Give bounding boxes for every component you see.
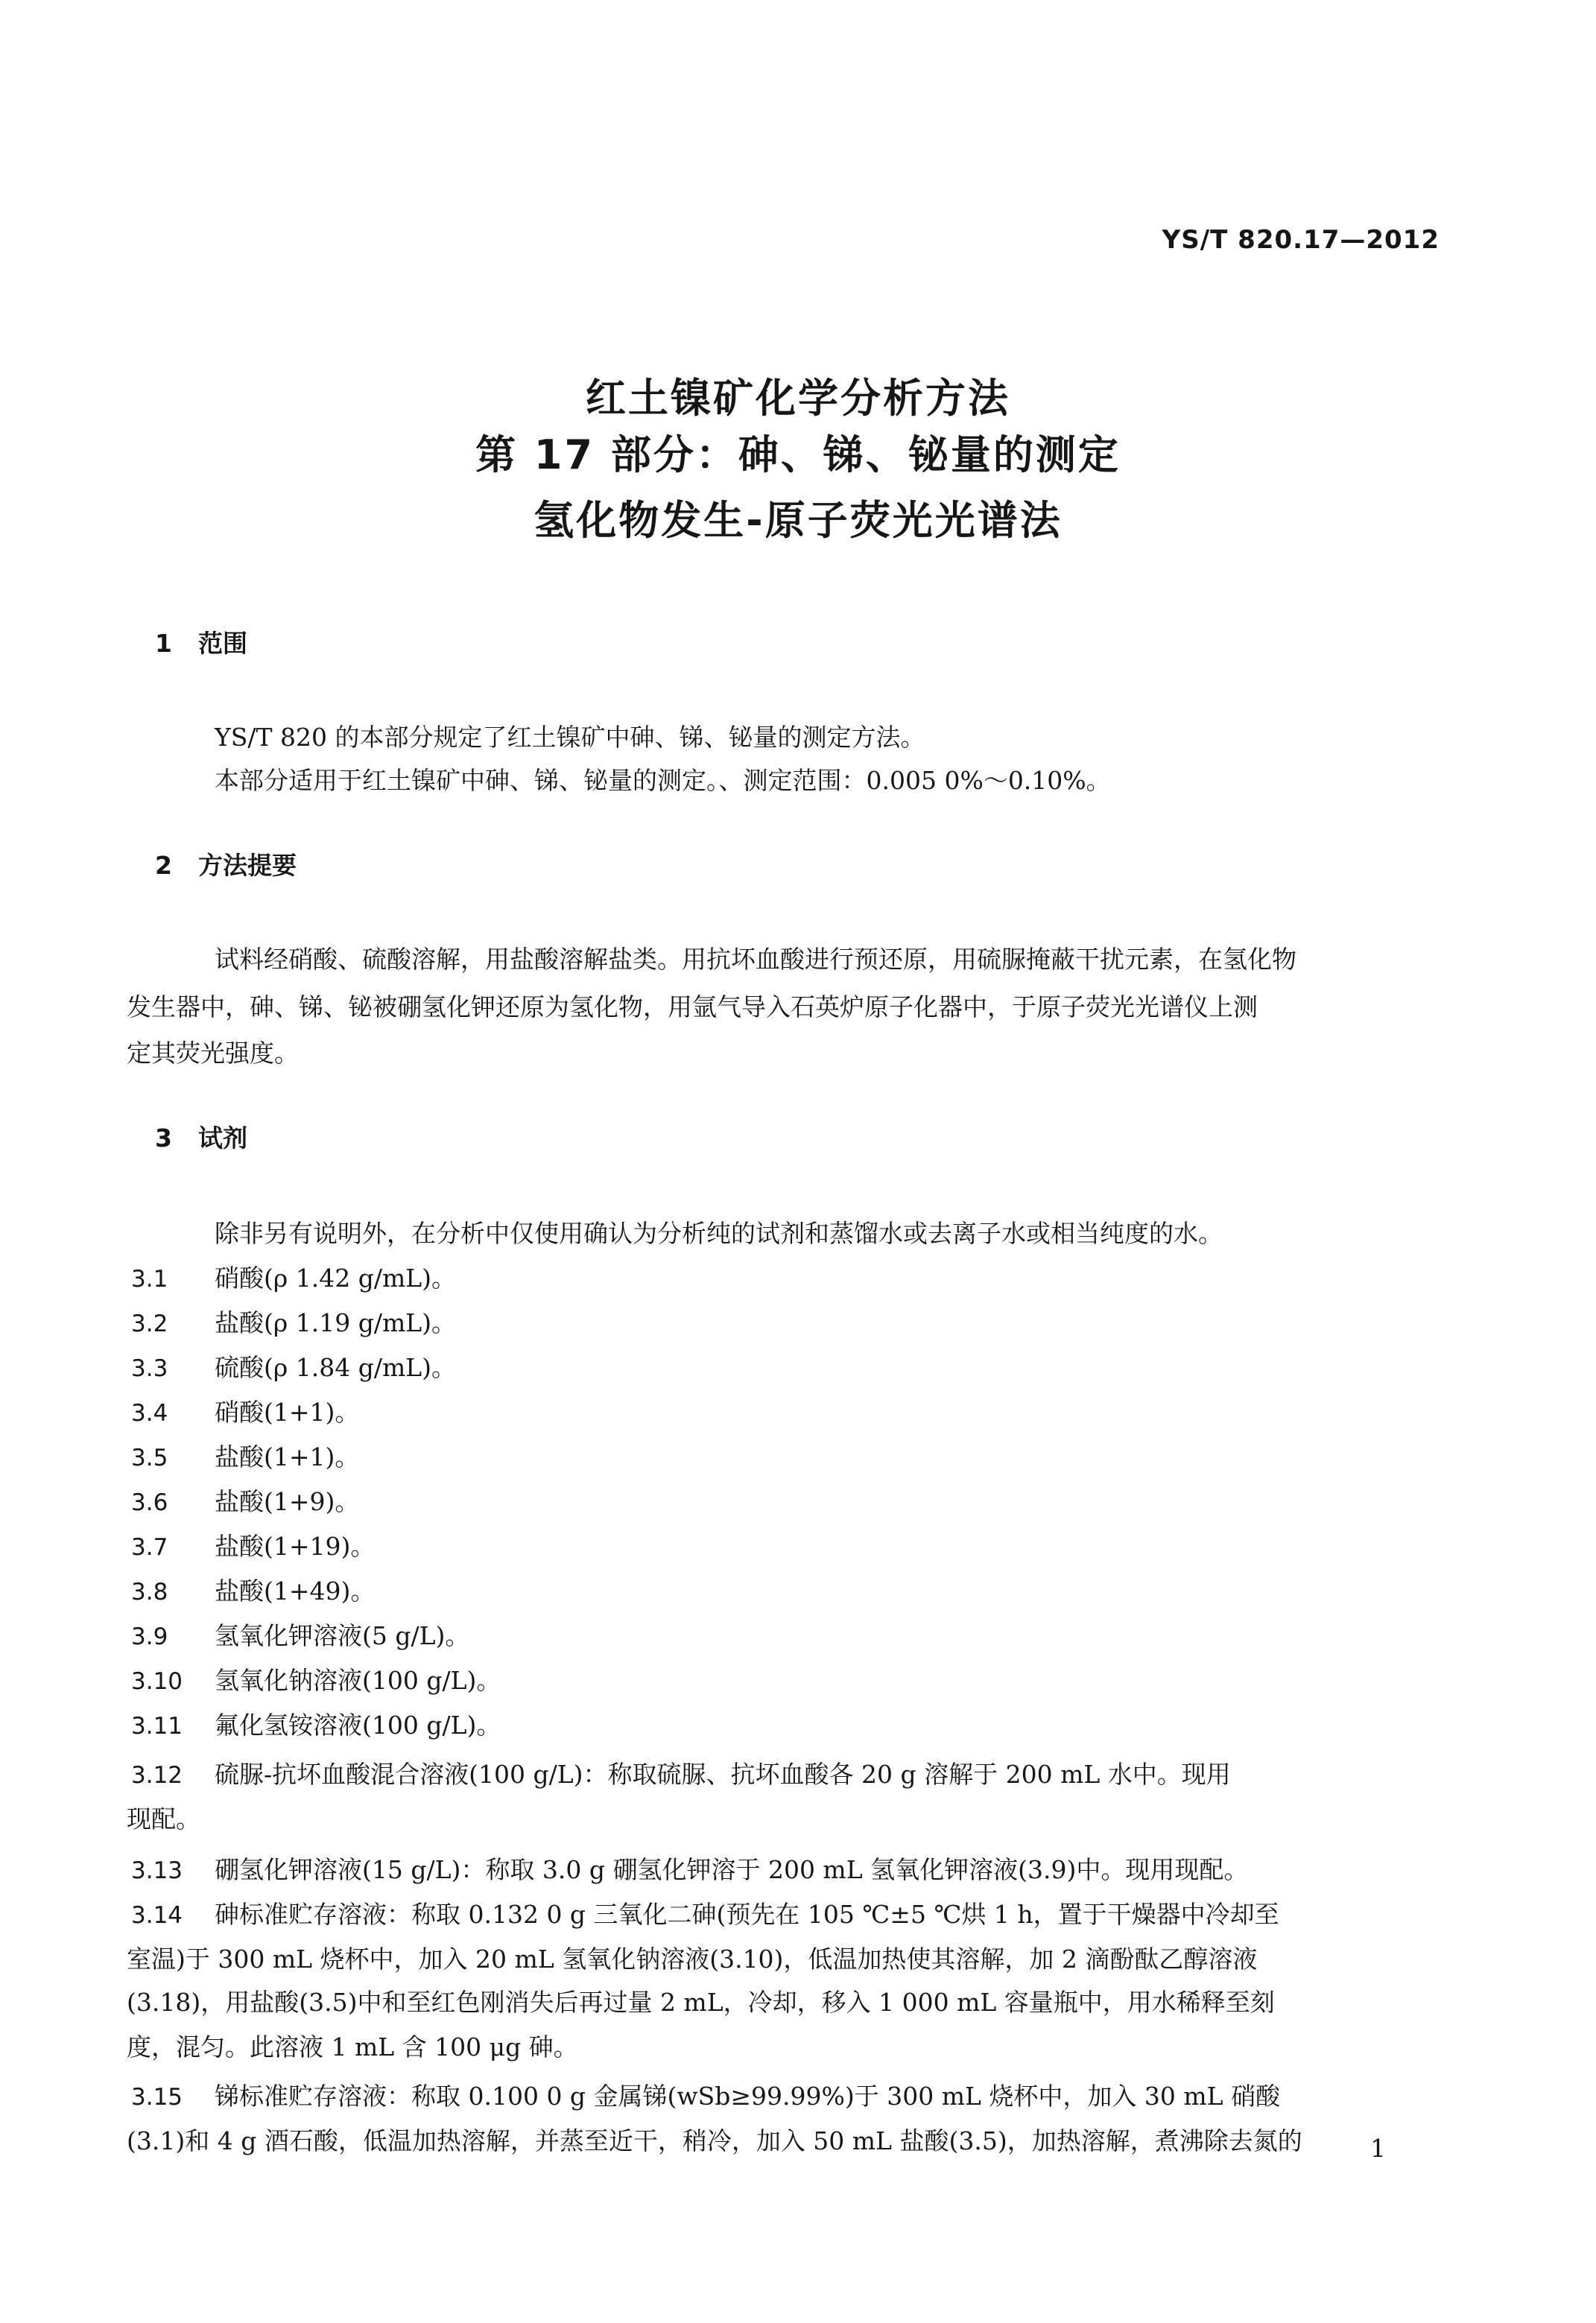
item-number: 3.2 <box>131 1311 168 1337</box>
paragraph: YS/T 820 的本部分规定了红土镍矿中砷、锑、铋量的测定方法。 <box>215 723 925 752</box>
section-heading-principle <box>155 846 297 881</box>
list-item <box>131 2077 1280 2112</box>
item-text: 硝酸(1+1)。 <box>215 1398 360 1427</box>
item-text: 硫脲-抗坏血酸混合溶液(100 g/L)：称取硫脲、抗坏血酸各 20 g 溶解于 200 mL 水中。现用 <box>215 1760 1231 1789</box>
item-text: 锑标准贮存溶液：称取 0.100 0 g 金属锑(wSb≥99.99%)于 300 mL 烧杯中，加入 30 mL 硝酸 <box>215 2082 1281 2111</box>
item-number: 3.13 <box>131 1857 183 1884</box>
item-continuation: 度，混匀。此溶液 1 mL 含 100 μg 砷。 <box>127 2032 578 2061</box>
item-number: 3.15 <box>131 2084 183 2111</box>
item-number: 3.11 <box>131 1713 183 1740</box>
item-number: 3.4 <box>131 1400 168 1427</box>
item-continuation: 现配。 <box>127 1804 200 1834</box>
paragraph: 除非另有说明外，在分析中仅使用确认为分析纯的试剂和蒸馏水或去离子水或相当纯度的水。 <box>215 1219 1223 1248</box>
paragraph-line: 试料经硝酸、硫酸溶解，用盐酸溶解盐类。用抗坏血酸进行预还原，用硫脲掩蔽干扰元素，在氢化物 <box>215 945 1296 974</box>
list-item <box>131 1755 1231 1790</box>
list-item <box>131 1661 501 1696</box>
document-title-line-1: 红土镍矿化学分析方法 <box>586 375 1010 422</box>
item-text: 硫酸(ρ 1.84 g/mL)。 <box>215 1353 457 1382</box>
document-title-line-3: 氢化物发生-原子荧光光谱法 <box>533 497 1063 544</box>
standard-code: YS/T 820.17—2012 <box>1162 225 1440 255</box>
item-number: 3.6 <box>131 1489 168 1516</box>
item-continuation: 室温)于 300 mL 烧杯中，加入 20 mL 氢氧化钠溶液(3.10)，低温加热使其溶解，加 2 滴酚酞乙醇溶液 <box>127 1945 1258 1974</box>
item-text: 盐酸(1+9)。 <box>215 1487 360 1516</box>
list-item <box>131 1438 359 1473</box>
document-title-line-2: 第 17 部分：砷、锑、铋量的测定 <box>475 431 1121 478</box>
item-continuation: (3.1)和 4 g 酒石酸，低温加热溶解，并蒸至近干，稍冷，加入 50 mL 盐酸(3.5)，加热溶解，煮沸除去氮的 <box>127 2126 1302 2155</box>
paragraph: 本部分适用于红土镍矿中砷、锑、铋量的测定。、测定范围：0.005 0%～0.10%。 <box>215 766 1111 795</box>
list-item <box>131 1304 456 1339</box>
item-text: 盐酸(1+19)。 <box>215 1532 376 1561</box>
page-number: 1 <box>1370 2134 1386 2163</box>
item-number: 3.9 <box>131 1623 168 1650</box>
list-item <box>131 1617 469 1652</box>
section-title: 试剂 <box>198 1124 247 1153</box>
item-number: 3.8 <box>131 1579 168 1606</box>
list-item <box>131 1259 456 1294</box>
list-item <box>131 1895 1279 1930</box>
section-number: 3 <box>155 1124 172 1153</box>
item-text: 硼氢化钾溶液(15 g/L)：称取 3.0 g 硼氢化钾溶于 200 mL 氢氧化钾溶液(3.9)中。现用现配。 <box>215 1855 1249 1884</box>
item-text: 盐酸(1+49)。 <box>215 1576 376 1606</box>
list-item <box>131 1483 359 1518</box>
section-heading-scope <box>155 624 247 659</box>
item-text: 氟化氢铵溶液(100 g/L)。 <box>215 1711 501 1740</box>
list-item <box>131 1393 359 1428</box>
item-text: 氢氧化钠溶液(100 g/L)。 <box>215 1666 501 1695</box>
item-text: 氢氧化钾溶液(5 g/L)。 <box>215 1621 470 1650</box>
item-text: 盐酸(ρ 1.19 g/mL)。 <box>215 1308 457 1337</box>
item-number: 3.12 <box>131 1762 183 1789</box>
item-number: 3.3 <box>131 1355 168 1382</box>
paragraph-line: 发生器中，砷、锑、铋被硼氢化钾还原为氢化物，用氩气导入石英炉原子化器中，于原子荧光光谱仪上测 <box>127 992 1258 1021</box>
item-number: 3.7 <box>131 1534 168 1561</box>
section-title: 方法提要 <box>198 851 297 880</box>
list-item <box>131 1349 456 1384</box>
section-title: 范围 <box>198 629 247 658</box>
item-number: 3.14 <box>131 1902 183 1929</box>
item-number: 3.1 <box>131 1266 168 1293</box>
item-number: 3.5 <box>131 1445 168 1471</box>
section-number: 2 <box>155 851 172 880</box>
item-text: 硝酸(ρ 1.42 g/mL)。 <box>215 1264 457 1293</box>
item-number: 3.10 <box>131 1668 183 1695</box>
list-item <box>131 1851 1248 1886</box>
list-item <box>131 1572 375 1607</box>
section-heading-reagents <box>155 1119 247 1154</box>
item-continuation: (3.18)，用盐酸(3.5)中和至红色刚消失后再过量 2 mL，冷却，移入 1 000 mL 容量瓶中，用水稀释至刻 <box>127 1988 1275 2017</box>
paragraph-line: 定其荧光强度。 <box>127 1039 299 1068</box>
item-text: 砷标准贮存溶液：称取 0.132 0 g 三氧化二砷(预先在 105 ℃±5 ℃烘 1 h，置于干燥器中冷却至 <box>215 1900 1279 1929</box>
section-number: 1 <box>155 629 172 658</box>
item-text: 盐酸(1+1)。 <box>215 1442 360 1471</box>
list-item <box>131 1527 375 1562</box>
list-item <box>131 1706 501 1741</box>
